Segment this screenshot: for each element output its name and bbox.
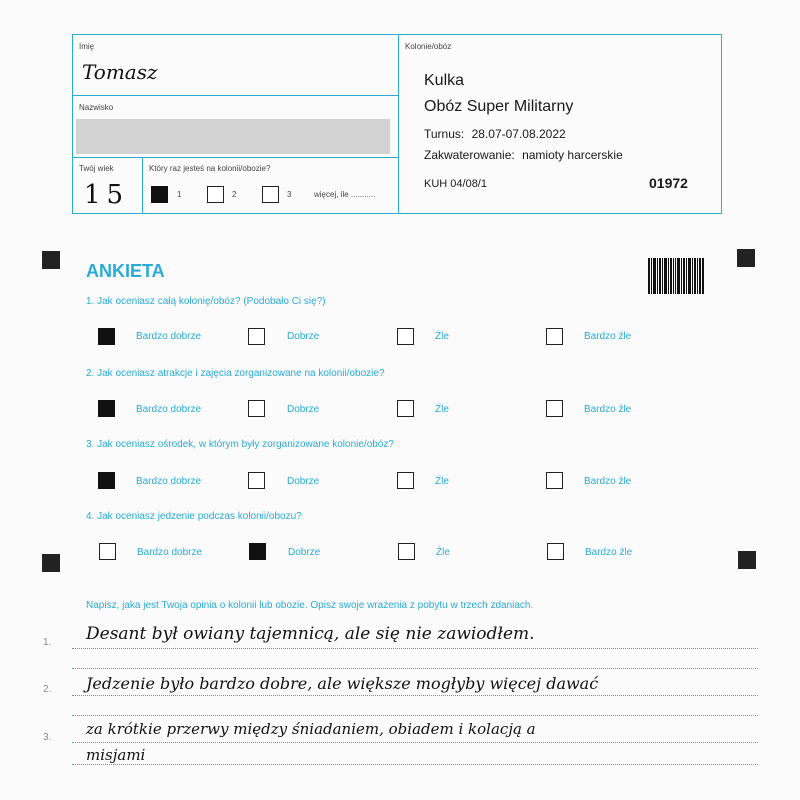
q2-label-zle: Źle xyxy=(435,404,449,415)
visits-label: Który raz jesteś na kolonii/obozie? xyxy=(149,164,271,173)
q2-option-bardzo-dobrze[interactable] xyxy=(98,400,115,417)
visits-more-label: więcej, ile ........... xyxy=(314,190,376,199)
row-divider-2 xyxy=(72,157,399,158)
q3-option-bardzo-dobrze[interactable] xyxy=(98,472,115,489)
q4-option-dobrze[interactable] xyxy=(249,543,266,560)
age-divider xyxy=(142,157,143,214)
visits-checkbox-3[interactable] xyxy=(262,186,279,203)
q2-label-dobrze: Dobrze xyxy=(287,404,320,415)
opinion-line-3[interactable]: za krótkie przerwy między śniadaniem, obiadem i kolacją a xyxy=(86,720,536,738)
opinion-prompt: Napisz, jaka jest Twoja opinia o kolonii lub obozie. Opisz swoje wrażenia z pobytu w trzech zdaniach. xyxy=(86,600,534,611)
q1-label-bardzo-zle: Bardzo źle xyxy=(584,331,632,342)
question-2-text: 2. Jak oceniasz atrakcje i zajęcia zorganizowane na kolonii/obozie? xyxy=(86,368,385,379)
age-label: Twój wiek xyxy=(79,164,114,173)
q3-option-dobrze[interactable] xyxy=(248,472,265,489)
header-divider xyxy=(398,34,399,214)
opinion-line-2[interactable]: Jedzenie było bardzo dobre, ale większe mogłyby więcej dawać xyxy=(86,674,599,693)
q3-label-bardzo-dobrze: Bardzo dobrze xyxy=(136,476,202,487)
camp-number: 01972 xyxy=(649,175,688,191)
q3-label-bardzo-zle: Bardzo źle xyxy=(584,476,632,487)
camp-title: Obóz Super Militarny xyxy=(424,98,574,115)
question-1-text: 1. Jak oceniasz całą kolonię/obóz? (Podobało Ci się?) xyxy=(86,296,326,307)
corner-marker-top-right xyxy=(737,249,755,267)
visits-option-1-label: 1 xyxy=(177,190,182,199)
q2-option-dobrze[interactable] xyxy=(248,400,265,417)
line-number-1: 1. xyxy=(43,637,52,648)
q2-option-bardzo-zle[interactable] xyxy=(546,400,563,417)
row-divider-1 xyxy=(72,95,399,96)
turnus-label: Turnus: xyxy=(424,127,465,141)
dotted-line-2b xyxy=(72,715,758,716)
q4-option-zle[interactable] xyxy=(398,543,415,560)
q4-label-dobrze: Dobrze xyxy=(288,547,321,558)
line-number-3: 3. xyxy=(43,732,52,743)
camp-label: Kolonie/obóz xyxy=(405,42,452,51)
turnus-row xyxy=(424,127,566,141)
q3-option-bardzo-zle[interactable] xyxy=(546,472,563,489)
q1-label-bardzo-dobrze: Bardzo dobrze xyxy=(136,331,202,342)
opinion-line-1[interactable]: Desant był owiany tajemnicą, ale się nie zawiodłem. xyxy=(86,624,535,644)
q1-option-bardzo-zle[interactable] xyxy=(546,328,563,345)
first-name-label: Imię xyxy=(79,42,95,51)
q4-option-bardzo-zle[interactable] xyxy=(547,543,564,560)
first-name-value[interactable]: Tomasz xyxy=(82,60,158,84)
q4-label-bardzo-zle: Bardzo źle xyxy=(585,547,633,558)
zakwaterowanie-row xyxy=(424,148,623,162)
camp-code: KUH 04/08/1 xyxy=(424,178,487,190)
q2-option-zle[interactable] xyxy=(397,400,414,417)
opinion-line-3-continuation[interactable]: misjami xyxy=(86,746,146,764)
zakwaterowanie-value: namioty harcerskie xyxy=(522,148,623,162)
q1-option-bardzo-dobrze[interactable] xyxy=(98,328,115,345)
dotted-line-3a xyxy=(72,742,758,743)
q1-label-zle: Źle xyxy=(435,331,449,342)
last-name-redacted[interactable] xyxy=(76,119,390,154)
q1-label-dobrze: Dobrze xyxy=(287,331,320,342)
last-name-label: Nazwisko xyxy=(79,103,114,112)
q4-label-zle: Źle xyxy=(436,547,450,558)
q4-option-bardzo-dobrze[interactable] xyxy=(99,543,116,560)
visits-checkbox-1[interactable] xyxy=(151,186,168,203)
camp-name: Kulka xyxy=(424,72,465,89)
corner-marker-bottom-right xyxy=(738,551,756,569)
q4-label-bardzo-dobrze: Bardzo dobrze xyxy=(137,547,203,558)
q3-label-zle: Źle xyxy=(435,476,449,487)
q1-option-zle[interactable] xyxy=(397,328,414,345)
age-value[interactable]: 15 xyxy=(84,180,130,210)
visits-option-3-label: 3 xyxy=(287,190,292,199)
visits-option-2-label: 2 xyxy=(232,190,237,199)
dotted-line-1a xyxy=(72,648,758,649)
line-number-2: 2. xyxy=(43,684,52,695)
q1-option-dobrze[interactable] xyxy=(248,328,265,345)
q2-label-bardzo-zle: Bardzo źle xyxy=(584,404,632,415)
dotted-line-3b xyxy=(72,764,758,765)
survey-title: ANKIETA xyxy=(86,261,165,281)
visits-checkbox-2[interactable] xyxy=(207,186,224,203)
q3-option-zle[interactable] xyxy=(397,472,414,489)
dotted-line-1b xyxy=(72,668,758,669)
question-4-text: 4. Jak oceniasz jedzenie podczas kolonii/obozu? xyxy=(86,511,302,522)
corner-marker-bottom-left xyxy=(42,554,60,572)
q2-label-bardzo-dobrze: Bardzo dobrze xyxy=(136,404,202,415)
turnus-value: 28.07-07.08.2022 xyxy=(471,127,566,141)
q3-label-dobrze: Dobrze xyxy=(287,476,320,487)
corner-marker-top-left xyxy=(42,251,60,269)
dotted-line-2a xyxy=(72,695,758,696)
zakwaterowanie-label: Zakwaterowanie: xyxy=(424,148,515,162)
barcode-icon xyxy=(648,258,704,294)
question-3-text: 3. Jak oceniasz ośrodek, w którym były zorganizowane kolonie/obóz? xyxy=(86,439,394,450)
